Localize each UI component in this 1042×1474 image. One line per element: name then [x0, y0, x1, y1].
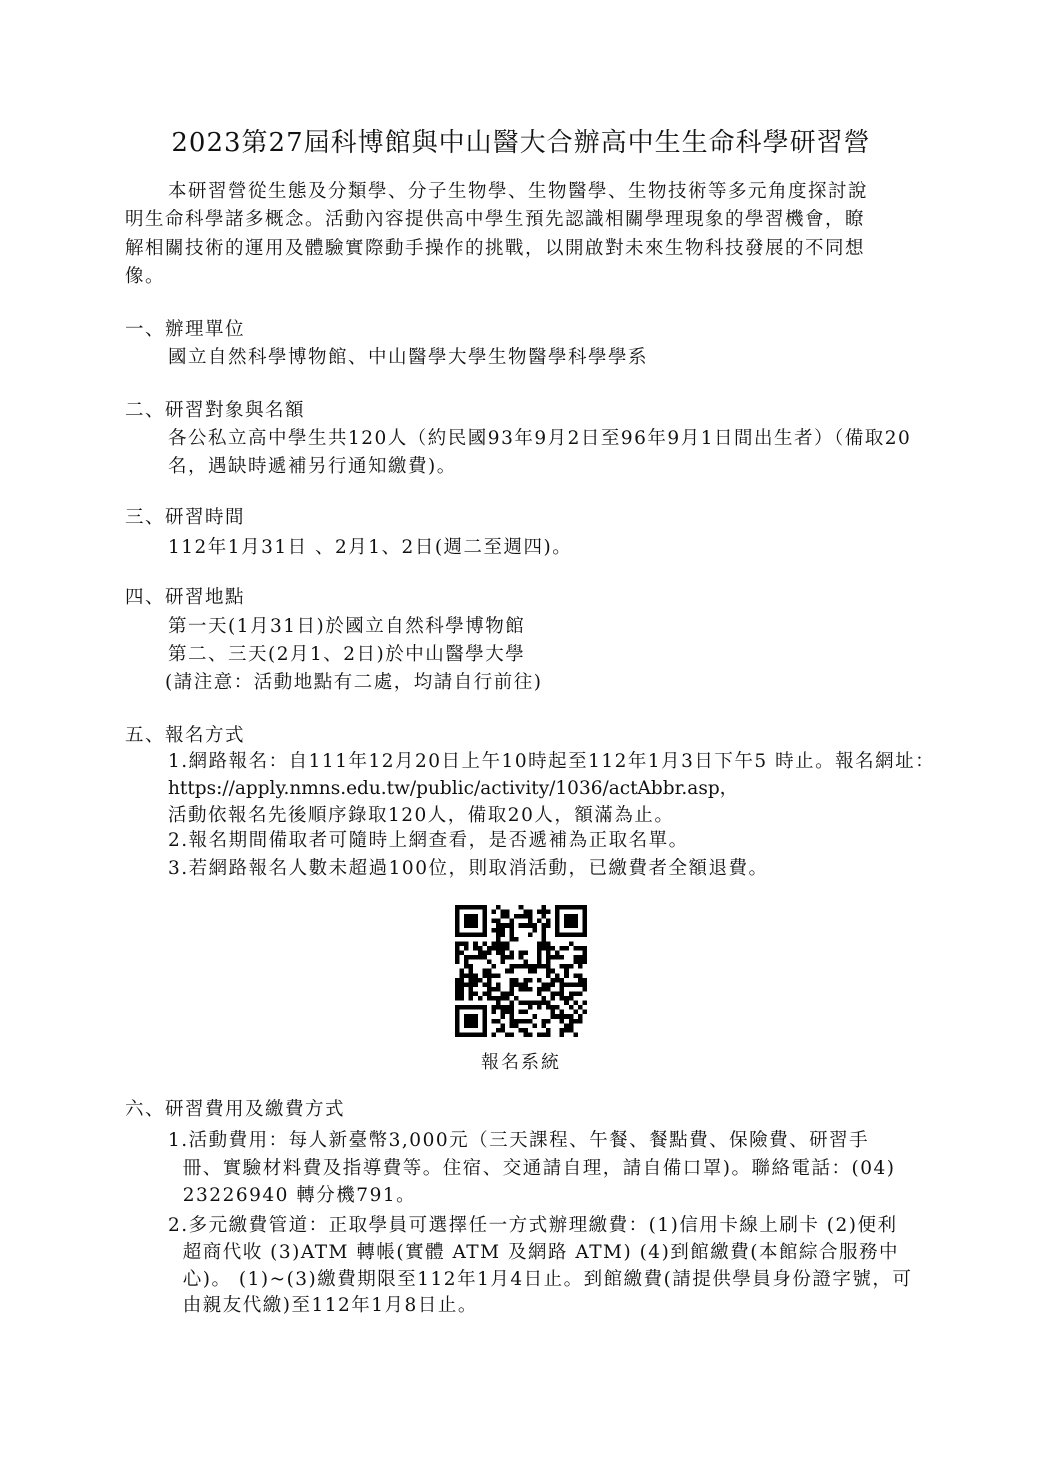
section-line: 3.若網路報名人數未超過100位，則取消活動，已繳費者全額退費。: [168, 858, 769, 879]
section-heading: 五、報名方式: [125, 725, 246, 746]
section-line: 112年1月31日 、2月1、2日(週二至週四)。: [168, 537, 573, 558]
section-line: 1.網路報名：自111年12月20日上午10時起至112年1月3日下午5 時止。報名網址：: [168, 751, 936, 772]
intro-line: 像。: [125, 266, 166, 287]
qr-caption: 報名系統: [481, 1052, 561, 1073]
section-line: 1.活動費用：每人新臺幣3,000元（三天課程、午餐、餐點費、保險費、研習手: [168, 1130, 870, 1151]
section-line: 冊、實驗材料費及指導費等。住宿、交通請自理，請自備口罩)。聯絡電話：(04): [168, 1158, 896, 1179]
intro-line: 解相關技術的運用及體驗實際動手操作的挑戰，以開啟對未來生物科技發展的不同想: [125, 238, 866, 259]
section-line: 23226940 轉分機791。: [168, 1185, 417, 1206]
section-line: 活動依報名先後順序錄取120人，備取20人，額滿為止。: [168, 805, 675, 826]
section-line: 國立自然科學博物館、中山醫學大學生物醫學科學學系: [168, 347, 649, 368]
section-line: 2.報名期間備取者可隨時上網查看，是否遞補為正取名單。: [168, 830, 689, 851]
section-line: 第一天(1月31日)於國立自然科學博物館: [168, 616, 526, 637]
section-heading: 六、研習費用及繳費方式: [125, 1099, 346, 1120]
intro-line: 本研習營從生態及分類學、分子生物學、生物醫學、生物技術等多元角度探討說: [168, 181, 869, 202]
section-heading: 四、研習地點: [125, 587, 246, 608]
section-line: 心)。 (1)~(3)繳費期限至112年1月4日止。到館繳費(請提供學員身份證字號，可: [168, 1269, 913, 1290]
intro-line: 明生命科學諸多概念。活動內容提供高中學生預先認識相關學理現象的學習機會，瞭: [125, 209, 866, 230]
section-heading: 三、研習時間: [125, 507, 246, 528]
section-line: 2.多元繳費管道：正取學員可選擇任一方式辦理繳費：(1)信用卡線上刷卡 (2)便利: [168, 1215, 898, 1236]
section-line: 第二、三天(2月1、2日)於中山醫學大學: [168, 644, 526, 665]
section-line: (請注意：活動地點有二處，均請自行前往): [165, 672, 543, 693]
section-line: 超商代收 (3)ATM 轉帳(實體 ATM 及網路 ATM) (4)到館繳費(本館綜合服務中: [168, 1242, 900, 1263]
registration-url-link[interactable]: https://apply.nmns.edu.tw/public/activity/1036/actAbbr.asp，: [168, 778, 739, 799]
page-title: 2023第27屆科博館與中山醫大合辦高中生生命科學研習營: [171, 128, 871, 158]
section-heading: 一、辦理單位: [125, 319, 246, 340]
section-heading: 二、研習對象與名額: [125, 400, 306, 421]
section-line: 由親友代繳)至112年1月8日止。: [168, 1295, 478, 1316]
section-line: 名，遇缺時遞補另行通知繳費)。: [168, 456, 457, 477]
section-line: 各公私立高中學生共120人（約民國93年9月2日至96年9月1日間出生者）（備取20: [168, 428, 912, 449]
registration-qr-code[interactable]: [455, 905, 587, 1037]
